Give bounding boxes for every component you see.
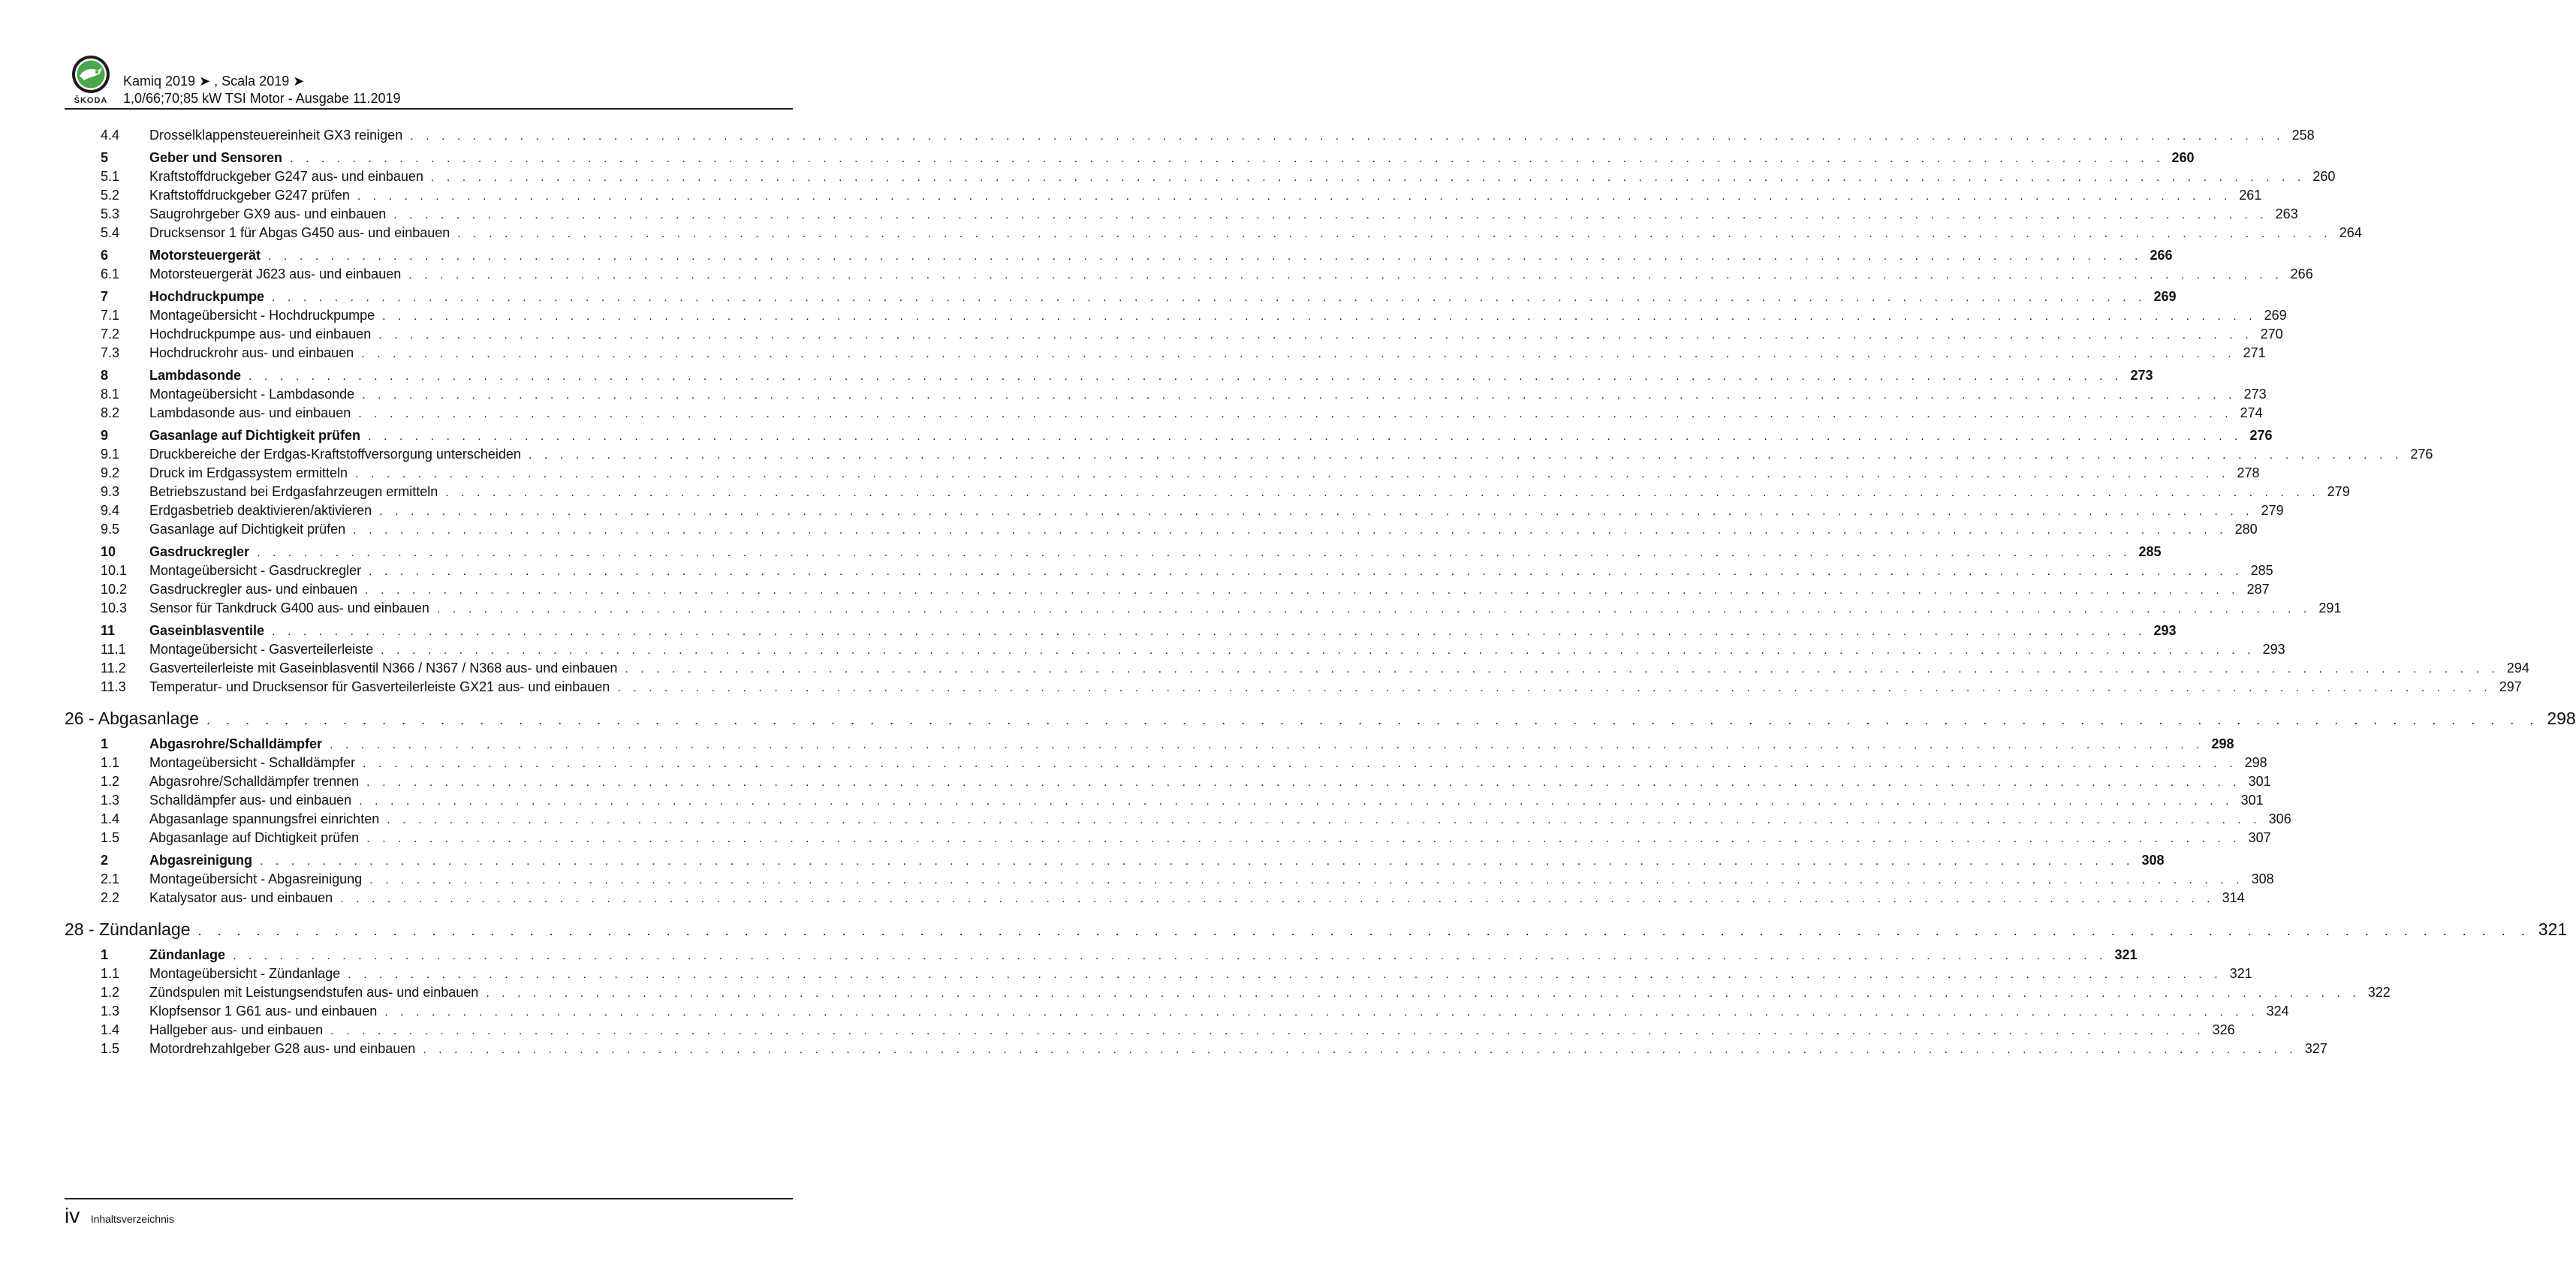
toc-entry[interactable] [65, 791, 2264, 810]
toc-entry-number: 8.2 [101, 405, 120, 420]
toc-entry-number: 1.5 [101, 1041, 120, 1056]
toc-entry-number: 5.4 [101, 225, 120, 240]
toc-section[interactable] [65, 543, 2162, 561]
toc-entry[interactable] [65, 520, 2258, 539]
toc-dot-leader: . . . . . . . . . . . . . . . . . . . . . . . . . . . . . . . . . . . . . . . . . . . . . . . . . . . . . . . . . . . . . . . . . . . . . . . . . . . . . . . . . . . . . . . . . . . . . . . . . . . . . . . . . . . . . . . . . . . . . . . . [359, 795, 2234, 808]
toc-dot-leader: . . . . . . . . . . . . . . . . . . . . . . . . . . . . . . . . . . . . . . . . . . . . . . . . . . . . . . . . . . . . . . . . . . . . . . . . . . . . . . . . . . . . . . . . . . . . . . . . . . . . . . . . . . . . . . . . . . . . . . . . [268, 250, 2143, 263]
toc-dot-leader: . . . . . . . . . . . . . . . . . . . . . . . . . . . . . . . . . . . . . . . . . . . . . . . . . . . . . . . . . . . . . . . . . . . . . . . . . . . . . . . . . . . . . . . . . . . . . . . . . . . . . . . . . . . . . . . . . . . . . . . . [257, 546, 2132, 559]
toc-entry-page: 293 [2262, 642, 2285, 657]
toc-entry-number: 10.2 [101, 582, 128, 597]
toc-section[interactable] [65, 621, 2177, 640]
skoda-logo-icon [69, 54, 113, 95]
toc-entry-page: 279 [2327, 484, 2350, 499]
manual-title: Kamiq 2019 ➤ , Scala 2019 ➤ [123, 74, 305, 89]
toc-entry-label: Hochdruckrohr aus- und einbauen [149, 345, 354, 360]
toc-dot-leader: . . . . . . . . . . . . . . . . . . . . . . . . . . . . . . . . . . . . . . . . . . . . . . . . . . . . . . . . . . . . . . . . . . . . . . . . . . . . . . . . . . . . . . . . . . . . . . . . . . . . . . . . . . . . . . . . . . . . . . . . [197, 923, 2531, 938]
toc-entry[interactable] [65, 983, 2391, 1002]
toc-dot-leader: . . . . . . . . . . . . . . . . . . . . . . . . . . . . . . . . . . . . . . . . . . . . . . . . . . . . . . . . . . . . . . . . . . . . . . . . . . . . . . . . . . . . . . . . . . . . . . . . . . . . . . . . . . . . . . . . . . . . . . . . [260, 855, 2135, 868]
toc-entry-label: Lambdasonde [149, 368, 242, 383]
toc-entry-label: Saugrohrgeber GX9 aus- und einbauen [149, 206, 387, 221]
toc-entry-page: 322 [2367, 985, 2391, 1000]
toc-entry-page: 260 [2171, 150, 2195, 165]
toc-section[interactable] [65, 246, 2173, 265]
toc-entry-page: 260 [2312, 169, 2336, 184]
toc-entry-number: 2.1 [101, 871, 120, 886]
toc-entry[interactable] [65, 205, 2298, 224]
toc-entry[interactable] [65, 126, 2315, 145]
toc-entry-label: Schalldämpfer aus- und einbauen [149, 793, 352, 808]
toc-entry-page: 287 [2246, 582, 2270, 597]
toc-entry[interactable] [65, 344, 2266, 363]
toc-entry-number: 1 [101, 947, 109, 962]
toc-entry-page: 276 [2410, 447, 2433, 462]
toc-entry-page: 285 [2138, 544, 2162, 559]
toc-entry-page: 258 [2291, 128, 2315, 143]
toc-entry-number: 1.2 [101, 985, 120, 1000]
toc-dot-leader: . . . . . . . . . . . . . . . . . . . . . . . . . . . . . . . . . . . . . . . . . . . . . . . . . . . . . . . . . . . . . . . . . . . . . . . . . . . . . . . . . . . . . . . . . . . . . . . . . . . . . . . . . . . . . . . . . . . . . . . . [379, 505, 2254, 518]
toc-entry[interactable] [65, 483, 2350, 501]
toc-entry-number: 1.4 [101, 811, 120, 826]
toc-entry[interactable] [65, 754, 2267, 772]
toc-dot-leader: . . . . . . . . . . . . . . . . . . . . . . . . . . . . . . . . . . . . . . . . . . . . . . . . . . . . . . . . . . . . . . . . . . . . . . . . . . . . . . . . . . . . . . . . . . . . . . . . . . . . . . . . . . . . . . . . . . . . . . . . [436, 603, 2312, 615]
toc-section[interactable] [65, 366, 2153, 385]
toc-entry-number: 1.1 [101, 755, 120, 770]
toc-dot-leader: . . . . . . . . . . . . . . . . . . . . . . . . . . . . . . . . . . . . . . . . . . . . . . . . . . . . . . . . . . . . . . . . . . . . . . . . . . . . . . . . . . . . . . . . . . . . . . . . . . . . . . . . . . . . . . . . . . . . . . . . [457, 227, 2332, 240]
toc-entry[interactable] [65, 965, 2252, 983]
toc-entry-number: 9.3 [101, 484, 120, 499]
toc-entry-page: 269 [2264, 308, 2287, 323]
toc-dot-leader: . . . . . . . . . . . . . . . . . . . . . . . . . . . . . . . . . . . . . . . . . . . . . . . . . . . . . . . . . . . . . . . . . . . . . . . . . . . . . . . . . . . . . . . . . . . . . . . . . . . . . . . . . . . . . . . . . . . . . . . . [340, 892, 2215, 905]
footer-divider [65, 1198, 793, 1199]
toc-entry-page: 298 [2211, 736, 2234, 751]
toc-entry-page: 261 [2239, 188, 2262, 203]
toc-entry-label: Erdgasbetrieb deaktivieren/aktivieren [149, 503, 372, 518]
toc-entry-page: 298 [2244, 755, 2267, 770]
toc-entry[interactable] [65, 404, 2263, 423]
toc-entry[interactable] [65, 810, 2291, 829]
toc-entry-label: Klopfsensor 1 G61 aus- und einbauen [149, 1004, 378, 1019]
toc-dot-leader: . . . . . . . . . . . . . . . . . . . . . . . . . . . . . . . . . . . . . . . . . . . . . . . . . . . . . . . . . . . . . . . . . . . . . . . . . . . . . . . . . . . . . . . . . . . . . . . . . . . . . . . . . . . . . . . . . . . . . . . . [362, 389, 2237, 402]
toc-entry-number: 1.1 [101, 966, 120, 981]
toc-entry-label: Motorsteuergerät J623 aus- und einbauen [149, 266, 402, 281]
toc-entry-page: 307 [2248, 830, 2271, 845]
toc-entry-label: Montageübersicht - Hochdruckpumpe [149, 308, 375, 323]
footer-label: Inhaltsverzeichnis [90, 1213, 174, 1225]
toc-entry-page: 285 [2250, 563, 2273, 578]
toc-entry[interactable] [65, 1040, 2327, 1058]
toc-entry-page: 270 [2260, 327, 2283, 342]
toc-dot-leader: . . . . . . . . . . . . . . . . . . . . . . . . . . . . . . . . . . . . . . . . . . . . . . . . . . . . . . . . . . . . . . . . . . . . . . . . . . . . . . . . . . . . . . . . . . . . . . . . . . . . . . . . . . . . . . . . . . . . . . . . [387, 814, 2261, 826]
toc-entry-number: 2 [101, 853, 109, 868]
toc-dot-leader: . . . . . . . . . . . . . . . . . . . . . . . . . . . . . . . . . . . . . . . . . . . . . . . . . . . . . . . . . . . . . . . . . . . . . . . . . . . . . . . . . . . . . . . . . . . . . . . . . . . . . . . . . . . . . . . . . . . . . . . . [369, 565, 2243, 578]
toc-entry[interactable] [65, 224, 2362, 242]
toc-entry-label: Drosselklappensteuereinheit GX3 reinigen [149, 128, 403, 143]
toc-entry-page: 271 [2243, 345, 2266, 360]
toc-entry-page: 294 [2506, 661, 2529, 676]
toc-entry-number: 11 [101, 623, 116, 638]
toc-dot-leader: . . . . . . . . . . . . . . . . . . . . . . . . . . . . . . . . . . . . . . . . . . . . . . . . . . . . . . . . . . . . . . . . . . . . . . . . . . . . . . . . . . . . . . . . . . . . . . . . . . . . . . . . . . . . . . . . . . . . . . . . [330, 1025, 2205, 1037]
toc-entry-page: 314 [2222, 890, 2245, 905]
toc-entry-number: 7.1 [101, 308, 120, 323]
toc-entry-label: Hochdruckpumpe [149, 289, 265, 304]
toc-entry-page: 263 [2275, 206, 2298, 221]
toc-entry-label: Abgasanlage auf Dichtigkeit prüfen [149, 830, 360, 845]
toc-section[interactable] [65, 851, 2165, 870]
toc-entry-number: 9 [101, 428, 109, 443]
toc-dot-leader: . . . . . . . . . . . . . . . . . . . . . . . . . . . . . . . . . . . . . . . . . . . . . . . . . . . . . . . . . . . . . . . . . . . . . . . . . . . . . . . . . . . . . . . . . . . . . . . . . . . . . . . . . . . . . . . . . . . . . . . . [233, 950, 2107, 962]
toc-entry-number: 5 [101, 150, 109, 165]
toc-entry[interactable] [65, 678, 2522, 697]
toc-entry-page: 276 [2249, 428, 2273, 443]
toc-entry[interactable] [65, 1021, 2235, 1040]
toc-entry-page: 274 [2240, 405, 2263, 420]
toc-entry-page: 273 [2130, 368, 2153, 383]
toc-entry-page: 278 [2237, 465, 2260, 480]
toc-entry-number: 7 [101, 289, 109, 304]
toc-dot-leader: . . . . . . . . . . . . . . . . . . . . . . . . . . . . . . . . . . . . . . . . . . . . . . . . . . . . . . . . . . . . . . . . . . . . . . . . . . . . . . . . . . . . . . . . . . . . . . . . . . . . . . . . . . . . . . . . . . . . . . . . [272, 625, 2147, 638]
toc-entry-label: Motordrehzahlgeber G28 aus- und einbauen [149, 1041, 416, 1056]
toc-entry-number: 1.4 [101, 1022, 120, 1037]
toc-dot-leader: . . . . . . . . . . . . . . . . . . . . . . . . . . . . . . . . . . . . . . . . . . . . . . . . . . . . . . . . . . . . . . . . . . . . . . . . . . . . . . . . . . . . . . . . . . . . . . . . . . . . . . . . . . . . . . . . . . . . . . . . [408, 269, 2283, 281]
toc-section[interactable] [65, 735, 2234, 754]
toc-dot-leader: . . . . . . . . . . . . . . . . . . . . . . . . . . . . . . . . . . . . . . . . . . . . . . . . . . . . . . . . . . . . . . . . . . . . . . . . . . . . . . . . . . . . . . . . . . . . . . . . . . . . . . . . . . . . . . . . . . . . . . . . [330, 739, 2204, 751]
toc-dot-leader: . . . . . . . . . . . . . . . . . . . . . . . . . . . . . . . . . . . . . . . . . . . . . . . . . . . . . . . . . . . . . . . . . . . . . . . . . . . . . . . . . . . . . . . . . . . . . . . . . . . . . . . . . . . . . . . . . . . . . . . . [368, 430, 2243, 443]
toc-entry-label: Betriebszustand bei Erdgasfahrzeugen ermitteln [149, 484, 438, 499]
toc-entry-page: 308 [2251, 871, 2274, 886]
toc-dot-leader: . . . . . . . . . . . . . . . . . . . . . . . . . . . . . . . . . . . . . . . . . . . . . . . . . . . . . . . . . . . . . . . . . . . . . . . . . . . . . . . . . . . . . . . . . . . . . . . . . . . . . . . . . . . . . . . . . . . . . . . . [206, 712, 2540, 727]
toc-entry-label: Druck im Erdgassystem ermitteln [149, 465, 348, 480]
toc-dot-leader: . . . . . . . . . . . . . . . . . . . . . . . . . . . . . . . . . . . . . . . . . . . . . . . . . . . . . . . . . . . . . . . . . . . . . . . . . . . . . . . . . . . . . . . . . . . . . . . . . . . . . . . . . . . . . . . . . . . . . . . . [361, 348, 2236, 360]
toc-entry-number: 2.2 [101, 890, 120, 905]
toc-section[interactable] [65, 287, 2177, 306]
toc-entry-page: 321 [2229, 966, 2252, 981]
toc-entry-number: 10.1 [101, 563, 128, 578]
toc-dot-leader: . . . . . . . . . . . . . . . . . . . . . . . . . . . . . . . . . . . . . . . . . . . . . . . . . . . . . . . . . . . . . . . . . . . . . . . . . . . . . . . . . . . . . . . . . . . . . . . . . . . . . . . . . . . . . . . . . . . . . . . . [369, 874, 2244, 886]
toc-entry-number: 1.2 [101, 774, 120, 789]
toc-entry[interactable] [65, 640, 2285, 659]
toc-entry-label: Drucksensor 1 für Abgas G450 aus- und einbauen [149, 225, 450, 240]
toc-entry-label: Temperatur- und Drucksensor für Gasverteilerleiste GX21 aus- und einbauen [149, 679, 610, 694]
toc-entry[interactable] [65, 445, 2433, 464]
toc-entry-label: Hallgeber aus- und einbauen [149, 1022, 324, 1037]
toc-dot-leader: . . . . . . . . . . . . . . . . . . . . . . . . . . . . . . . . . . . . . . . . . . . . . . . . . . . . . . . . . . . . . . . . . . . . . . . . . . . . . . . . . . . . . . . . . . . . . . . . . . . . . . . . . . . . . . . . . . . . . . . . [353, 524, 2228, 537]
toc-entry-label: Kraftstoffdruckgeber G247 aus- und einbauen [149, 169, 423, 184]
toc-entry-page: 297 [2499, 679, 2522, 694]
toc-entry[interactable] [65, 167, 2336, 186]
toc-dot-leader: . . . . . . . . . . . . . . . . . . . . . . . . . . . . . . . . . . . . . . . . . . . . . . . . . . . . . . . . . . . . . . . . . . . . . . . . . . . . . . . . . . . . . . . . . . . . . . . . . . . . . . . . . . . . . . . . . . . . . . . . [382, 310, 2257, 323]
toc-dot-leader: . . . . . . . . . . . . . . . . . . . . . . . . . . . . . . . . . . . . . . . . . . . . . . . . . . . . . . . . . . . . . . . . . . . . . . . . . . . . . . . . . . . . . . . . . . . . . . . . . . . . . . . . . . . . . . . . . . . . . . . . [378, 329, 2253, 342]
toc-chapter[interactable] [65, 916, 2568, 942]
toc-entry[interactable] [65, 464, 2260, 483]
toc-dot-leader: . . . . . . . . . . . . . . . . . . . . . . . . . . . . . . . . . . . . . . . . . . . . . . . . . . . . . . . . . . . . . . . . . . . . . . . . . . . . . . . . . . . . . . . . . . . . . . . . . . . . . . . . . . . . . . . . . . . . . . . . [249, 370, 2123, 383]
toc-entry-label: 26 - Abgasanlage [65, 709, 200, 728]
page-footer [65, 1204, 174, 1234]
toc-entry-page: 321 [2538, 919, 2568, 939]
toc-entry-label: Geber und Sensoren [149, 150, 283, 165]
toc-dot-leader: . . . . . . . . . . . . . . . . . . . . . . . . . . . . . . . . . . . . . . . . . . . . . . . . . . . . . . . . . . . . . . . . . . . . . . . . . . . . . . . . . . . . . . . . . . . . . . . . . . . . . . . . . . . . . . . . . . . . . . . . [290, 152, 2165, 165]
toc-entry-page: 273 [2243, 387, 2267, 402]
toc-dot-leader: . . . . . . . . . . . . . . . . . . . . . . . . . . . . . . . . . . . . . . . . . . . . . . . . . . . . . . . . . . . . . . . . . . . . . . . . . . . . . . . . . . . . . . . . . . . . . . . . . . . . . . . . . . . . . . . . . . . . . . . . [625, 663, 2499, 676]
toc-entry-label: Hochdruckpumpe aus- und einbauen [149, 327, 372, 342]
toc-entry-label: Gasdruckregler aus- und einbauen [149, 582, 358, 597]
skoda-logo [65, 54, 117, 108]
toc-dot-leader: . . . . . . . . . . . . . . . . . . . . . . . . . . . . . . . . . . . . . . . . . . . . . . . . . . . . . . . . . . . . . . . . . . . . . . . . . . . . . . . . . . . . . . . . . . . . . . . . . . . . . . . . . . . . . . . . . . . . . . . . [384, 1006, 2259, 1019]
toc-entry-label: Gasdruckregler [149, 544, 250, 559]
header-divider [65, 108, 793, 110]
toc-entry[interactable] [65, 501, 2284, 520]
toc-entry[interactable] [65, 599, 2342, 618]
toc-dot-leader: . . . . . . . . . . . . . . . . . . . . . . . . . . . . . . . . . . . . . . . . . . . . . . . . . . . . . . . . . . . . . . . . . . . . . . . . . . . . . . . . . . . . . . . . . . . . . . . . . . . . . . . . . . . . . . . . . . . . . . . . [358, 408, 2233, 420]
toc-entry-label: Gaseinblasventile [149, 623, 265, 638]
toc-dot-leader: . . . . . . . . . . . . . . . . . . . . . . . . . . . . . . . . . . . . . . . . . . . . . . . . . . . . . . . . . . . . . . . . . . . . . . . . . . . . . . . . . . . . . . . . . . . . . . . . . . . . . . . . . . . . . . . . . . . . . . . . [486, 987, 2361, 1000]
toc-section[interactable] [65, 149, 2195, 167]
toc-entry-label: Montageübersicht - Abgasreinigung [149, 871, 363, 886]
toc-entry-page: 301 [2248, 774, 2271, 789]
toc-entry-page: 324 [2266, 1004, 2289, 1019]
toc-entry[interactable] [65, 561, 2273, 580]
toc-entry-label: Zündspulen mit Leistungsendstufen aus- und einbauen [149, 985, 479, 1000]
toc-entry-page: 293 [2153, 623, 2177, 638]
toc-entry-label: Sensor für Tankdruck G400 aus- und einbauen [149, 600, 429, 615]
toc-entry-page: 306 [2268, 811, 2291, 826]
toc-entry-label: Gasanlage auf Dichtigkeit prüfen [149, 428, 361, 443]
toc-entry-page: 327 [2304, 1041, 2327, 1056]
toc-entry-page: 266 [2150, 248, 2173, 263]
toc-dot-leader: . . . . . . . . . . . . . . . . . . . . . . . . . . . . . . . . . . . . . . . . . . . . . . . . . . . . . . . . . . . . . . . . . . . . . . . . . . . . . . . . . . . . . . . . . . . . . . . . . . . . . . . . . . . . . . . . . . . . . . . . [355, 468, 2230, 480]
toc-dot-leader: . . . . . . . . . . . . . . . . . . . . . . . . . . . . . . . . . . . . . . . . . . . . . . . . . . . . . . . . . . . . . . . . . . . . . . . . . . . . . . . . . . . . . . . . . . . . . . . . . . . . . . . . . . . . . . . . . . . . . . . . [381, 644, 2255, 657]
toc-entry-label: Gasanlage auf Dichtigkeit prüfen [149, 522, 346, 537]
toc-entry[interactable] [65, 580, 2270, 599]
toc-entry-number: 9.1 [101, 447, 120, 462]
toc-chapter[interactable] [65, 706, 2576, 731]
toc-entry[interactable] [65, 306, 2287, 325]
toc-dot-leader: . . . . . . . . . . . . . . . . . . . . . . . . . . . . . . . . . . . . . . . . . . . . . . . . . . . . . . . . . . . . . . . . . . . . . . . . . . . . . . . . . . . . . . . . . . . . . . . . . . . . . . . . . . . . . . . . . . . . . . . . [617, 682, 2492, 694]
toc-entry-label: Gasverteilerleiste mit Gaseinblasventil N366 / N367 / N368 aus- und einbauen [149, 661, 618, 676]
toc-entry-number: 8.1 [101, 387, 120, 402]
toc-entry-number: 10.3 [101, 600, 128, 615]
toc-dot-leader: . . . . . . . . . . . . . . . . . . . . . . . . . . . . . . . . . . . . . . . . . . . . . . . . . . . . . . . . . . . . . . . . . . . . . . . . . . . . . . . . . . . . . . . . . . . . . . . . . . . . . . . . . . . . . . . . . . . . . . . . [272, 291, 2147, 304]
toc-entry-number: 5.3 [101, 206, 120, 221]
toc-entry-page: 291 [2318, 600, 2342, 615]
toc-entry-number: 10 [101, 544, 116, 559]
footer-page-number: iv [65, 1204, 80, 1227]
toc-entry[interactable] [65, 385, 2267, 404]
toc-entry[interactable] [65, 325, 2283, 344]
toc-dot-leader: . . . . . . . . . . . . . . . . . . . . . . . . . . . . . . . . . . . . . . . . . . . . . . . . . . . . . . . . . . . . . . . . . . . . . . . . . . . . . . . . . . . . . . . . . . . . . . . . . . . . . . . . . . . . . . . . . . . . . . . . [365, 584, 2240, 597]
toc-entry[interactable] [65, 829, 2271, 847]
toc-dot-leader: . . . . . . . . . . . . . . . . . . . . . . . . . . . . . . . . . . . . . . . . . . . . . . . . . . . . . . . . . . . . . . . . . . . . . . . . . . . . . . . . . . . . . . . . . . . . . . . . . . . . . . . . . . . . . . . . . . . . . . . . [366, 832, 2241, 845]
toc-entry-number: 9.5 [101, 522, 120, 537]
toc-entry-number: 1.3 [101, 793, 120, 808]
toc-dot-leader: . . . . . . . . . . . . . . . . . . . . . . . . . . . . . . . . . . . . . . . . . . . . . . . . . . . . . . . . . . . . . . . . . . . . . . . . . . . . . . . . . . . . . . . . . . . . . . . . . . . . . . . . . . . . . . . . . . . . . . . . [410, 130, 2285, 143]
toc-entry-label: Abgasreinigung [149, 853, 253, 868]
toc-section[interactable] [65, 426, 2273, 445]
toc-entry-page: 308 [2141, 853, 2165, 868]
toc-entry[interactable] [65, 1002, 2289, 1021]
toc-entry-label: Zündanlage [149, 947, 226, 962]
toc-entry-label: 28 - Zündanlage [65, 919, 191, 939]
toc-dot-leader: . . . . . . . . . . . . . . . . . . . . . . . . . . . . . . . . . . . . . . . . . . . . . . . . . . . . . . . . . . . . . . . . . . . . . . . . . . . . . . . . . . . . . . . . . . . . . . . . . . . . . . . . . . . . . . . . . . . . . . . . [423, 1043, 2297, 1056]
toc-entry-number: 6 [101, 248, 109, 263]
toc-entry-label: Montageübersicht - Schalldämpfer [149, 755, 356, 770]
toc-entry-number: 9.2 [101, 465, 120, 480]
toc-entry-number: 7.3 [101, 345, 120, 360]
table-of-contents [65, 126, 2576, 1058]
toc-entry-number: 11.3 [101, 679, 126, 694]
toc-dot-leader: . . . . . . . . . . . . . . . . . . . . . . . . . . . . . . . . . . . . . . . . . . . . . . . . . . . . . . . . . . . . . . . . . . . . . . . . . . . . . . . . . . . . . . . . . . . . . . . . . . . . . . . . . . . . . . . . . . . . . . . . [445, 486, 2320, 499]
toc-entry-label: Montageübersicht - Gasverteilerleiste [149, 642, 374, 657]
toc-dot-leader: . . . . . . . . . . . . . . . . . . . . . . . . . . . . . . . . . . . . . . . . . . . . . . . . . . . . . . . . . . . . . . . . . . . . . . . . . . . . . . . . . . . . . . . . . . . . . . . . . . . . . . . . . . . . . . . . . . . . . . . . [363, 757, 2237, 770]
toc-entry-number: 7.2 [101, 327, 120, 342]
toc-entry-page: 269 [2153, 289, 2177, 304]
toc-entry-number: 11.1 [101, 642, 126, 657]
toc-entry-page: 298 [2547, 709, 2576, 728]
toc-entry-page: 301 [2240, 793, 2264, 808]
toc-entry-number: 1.5 [101, 830, 120, 845]
toc-dot-leader: . . . . . . . . . . . . . . . . . . . . . . . . . . . . . . . . . . . . . . . . . . . . . . . . . . . . . . . . . . . . . . . . . . . . . . . . . . . . . . . . . . . . . . . . . . . . . . . . . . . . . . . . . . . . . . . . . . . . . . . . [357, 190, 2232, 203]
toc-entry-page: 266 [2290, 266, 2313, 281]
toc-entry-number: 11.2 [101, 661, 126, 676]
toc-entry[interactable] [65, 870, 2274, 889]
toc-entry-number: 5.2 [101, 188, 120, 203]
toc-entry-page: 321 [2114, 947, 2138, 962]
toc-entry[interactable] [65, 889, 2245, 907]
toc-entry-label: Kraftstoffdruckgeber G247 prüfen [149, 188, 350, 203]
toc-dot-leader: . . . . . . . . . . . . . . . . . . . . . . . . . . . . . . . . . . . . . . . . . . . . . . . . . . . . . . . . . . . . . . . . . . . . . . . . . . . . . . . . . . . . . . . . . . . . . . . . . . . . . . . . . . . . . . . . . . . . . . . . [366, 776, 2241, 789]
toc-dot-leader: . . . . . . . . . . . . . . . . . . . . . . . . . . . . . . . . . . . . . . . . . . . . . . . . . . . . . . . . . . . . . . . . . . . . . . . . . . . . . . . . . . . . . . . . . . . . . . . . . . . . . . . . . . . . . . . . . . . . . . . . [393, 209, 2268, 221]
toc-entry[interactable] [65, 265, 2313, 284]
toc-entry[interactable] [65, 659, 2529, 678]
toc-entry-number: 4.4 [101, 128, 120, 143]
manual-subtitle: 1,0/66;70;85 kW TSI Motor - Ausgabe 11.2019 [123, 91, 401, 106]
page-header [65, 54, 793, 108]
toc-entry-label: Lambdasonde aus- und einbauen [149, 405, 351, 420]
toc-entry-page: 326 [2212, 1022, 2235, 1037]
toc-entry-label: Montageübersicht - Lambdasonde [149, 387, 355, 402]
toc-entry[interactable] [65, 772, 2271, 791]
toc-dot-leader: . . . . . . . . . . . . . . . . . . . . . . . . . . . . . . . . . . . . . . . . . . . . . . . . . . . . . . . . . . . . . . . . . . . . . . . . . . . . . . . . . . . . . . . . . . . . . . . . . . . . . . . . . . . . . . . . . . . . . . . . [430, 171, 2306, 184]
toc-entry[interactable] [65, 186, 2262, 205]
toc-entry-label: Montageübersicht - Zündanlage [149, 966, 341, 981]
toc-entry-page: 279 [2261, 503, 2284, 518]
toc-entry-number: 5.1 [101, 169, 120, 184]
toc-section[interactable] [65, 946, 2138, 965]
toc-dot-leader: . . . . . . . . . . . . . . . . . . . . . . . . . . . . . . . . . . . . . . . . . . . . . . . . . . . . . . . . . . . . . . . . . . . . . . . . . . . . . . . . . . . . . . . . . . . . . . . . . . . . . . . . . . . . . . . . . . . . . . . . [348, 968, 2222, 981]
toc-entry-label: Katalysator aus- und einbauen [149, 890, 333, 905]
toc-entry-label: Abgasrohre/Schalldämpfer trennen [149, 774, 360, 789]
toc-dot-leader: . . . . . . . . . . . . . . . . . . . . . . . . . . . . . . . . . . . . . . . . . . . . . . . . . . . . . . . . . . . . . . . . . . . . . . . . . . . . . . . . . . . . . . . . . . . . . . . . . . . . . . . . . . . . . . . . . . . . . . . . [528, 449, 2403, 462]
toc-entry-page: 280 [2234, 522, 2258, 537]
toc-entry-label: Abgasanlage spannungsfrei einrichten [149, 811, 380, 826]
toc-entry-label: Motorsteuergerät [149, 248, 261, 263]
toc-entry-number: 1.3 [101, 1004, 120, 1019]
toc-entry-number: 1 [101, 736, 109, 751]
toc-entry-label: Druckbereiche der Erdgas-Kraftstoffversorgung unterscheiden [149, 447, 521, 462]
toc-entry-page: 264 [2339, 225, 2362, 240]
toc-entry-number: 9.4 [101, 503, 120, 518]
brand-wordmark: ŠKODA [74, 96, 108, 105]
toc-entry-label: Abgasrohre/Schalldämpfer [149, 736, 323, 751]
toc-entry-number: 8 [101, 368, 109, 383]
toc-entry-number: 6.1 [101, 266, 120, 281]
toc-entry-label: Montageübersicht - Gasdruckregler [149, 563, 362, 578]
